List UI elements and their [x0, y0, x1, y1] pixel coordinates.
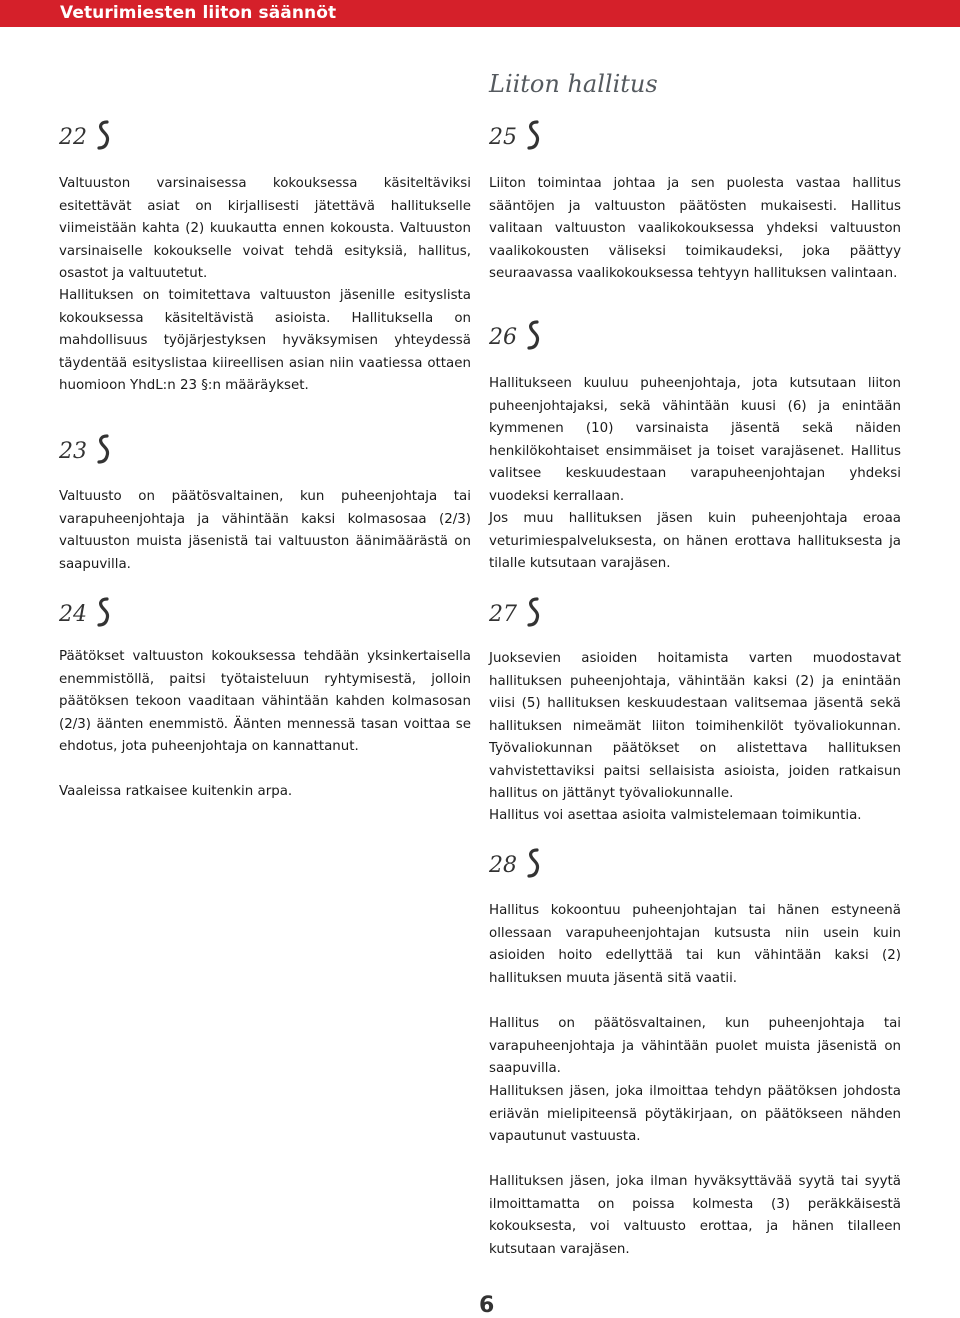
section-22-paragraph-2: Hallituksen on toimitettava valtuuston jäsenille esityslista kokouksessa käsiteltävistä asioista. Hallituksella on mahdollisuus työjärjestyksen hyväksymisen yhteydessä täydentää esityslistaa kiireellisen asian niin vaatiessa ottaen huomioon YhdL:n 23 §:n määräykset.: [59, 288, 471, 393]
section-28-paragraph-3: Hallituksen jäsen, joka ilmoittaa tehdyn päätöksen johdosta eriävän mielipiteensä pöytäkirjaan, on päätökseen nähden vapautunut vastuusta.: [489, 1084, 901, 1144]
section-number: 26: [489, 325, 517, 350]
page-number: 6: [479, 1293, 495, 1318]
section-number: 24: [59, 602, 87, 627]
section-25-paragraph-1: Liiton toimintaa johtaa ja sen puolesta vastaa hallitus sääntöjen ja valtuuston päätösten mukaisesti. Hallitus valitaan valtuuston vaalikokouksessa yhdeksi valtuuston vaalikokousten väliseksi toimikaudeksi, joka päättyy seuraavassa vaalikokouksessa tehtyyn hallituksen valintaan.: [489, 176, 901, 281]
section-26-paragraph-2: Jos muu hallituksen jäsen kuin puheenjohtaja eroaa veturimiespalveluksesta, on hänen erottava hallituksesta ja tilalle kutsutaan varajäsen.: [489, 511, 901, 571]
section-number: 23: [59, 439, 87, 464]
section-sign-icon: [527, 597, 541, 633]
section-title: Liiton hallitus: [489, 70, 658, 98]
section-number: 28: [489, 853, 517, 878]
section-sign-icon: [97, 120, 111, 156]
section-sign-icon: [527, 120, 541, 156]
section-28-paragraph-2: Hallitus on päätösvaltainen, kun puheenjohtaja tai varapuheenjohtaja ja vähintään puolet muista jäsenistä on saapuvilla.: [489, 1016, 901, 1076]
section-24-heading: [59, 597, 111, 627]
section-26-paragraph-1: Hallitukseen kuuluu puheenjohtaja, jota kutsutaan liiton puheenjohtajaksi, sekä vähintään kuusi (6) ja enintään kymmenen (10) varsinaista jäsentä sekä näiden henkilökohtaiset ensimmäiset ja toiset varajäsenet. Hallitus valitsee keskuudestaan varapuheenjohtajan yhdeksi vuodeksi kerrallaan.: [489, 376, 901, 504]
section-24-paragraph-2: Vaaleissa ratkaisee kuitenkin arpa.: [59, 784, 293, 799]
section-23-heading: [59, 434, 111, 464]
section-sign-icon: [97, 434, 111, 470]
section-27-paragraph-2: Hallitus voi asettaa asioita valmistelemaan toimikuntia.: [489, 808, 862, 823]
section-sign-icon: [527, 848, 541, 884]
section-sign-icon: [527, 320, 541, 356]
section-number: 25: [489, 125, 517, 150]
section-22-heading: [59, 120, 111, 150]
section-24-paragraph-1: Päätökset valtuuston kokouksessa tehdään yksinkertaisella enemmistöllä, paitsi työtaisteluun ryhtymisestä, jolloin päätöksen tekoon vaaditaan vähintään kahden kolmasosan (2/3) äänten enemmistö. Äänten mennessä tasan voittaa se ehdotus, jota puheenjohtaja on kannattanut.: [59, 649, 471, 754]
section-26-heading: [489, 320, 541, 350]
section-25-heading: [489, 120, 541, 150]
header-title: Veturimiesten liiton säännöt: [60, 3, 337, 23]
section-27-heading: [489, 597, 541, 627]
section-number: 22: [59, 125, 87, 150]
section-28-paragraph-4: Hallituksen jäsen, joka ilman hyväksyttävää syytä tai syytä ilmoittamatta on poissa kolmesta (3) peräkkäisestä kokouksesta, voi valtuusto erottaa, ja hänen tilalleen kutsutaan varajäsen.: [489, 1174, 901, 1257]
section-27-paragraph-1: Juoksevien asioiden hoitamista varten muodostavat hallituksen puheenjohtaja, vähintään kaksi (2) ja enintään viisi (5) hallituksen keskuudestaan valitsemaa jäsentä sekä hallituksen nimeämät liiton toimihenkilöt työvaliokunnan. Työvaliokunnan päätökset on alistettava hallituksen vahvistettaviksi paitsi sellaisista asioista, joiden ratkaisun hallitus on jättänyt työvaliokunnalle.: [489, 651, 901, 801]
section-sign-icon: [97, 597, 111, 633]
section-28-paragraph-1: Hallitus kokoontuu puheenjohtajan tai hänen estyneenä ollessaan varapuheenjohtajan kutsusta niin usein kuin asioiden hoito edellyttää tai kun vähintään kaksi (2) hallituksen muuta jäsentä sitä vaatii.: [489, 903, 901, 986]
section-22-paragraph-1: Valtuuston varsinaisessa kokouksessa käsiteltäviksi esitettävät asiat on kirjallisesti jätettävä hallitukselle viimeistään kahta (2) kuukautta ennen kokousta. Valtuuston varsinaiselle kokoukselle voivat tehdä esityksiä, hallitus, osastot ja valtuutetut.: [59, 176, 471, 281]
section-23-paragraph-1: Valtuusto on päätösvaltainen, kun puheenjohtaja tai varapuheenjohtaja ja vähintään kaksi kolmasosaa (2/3) valtuuston muista jäsenistä tai valtuuston äänimäärästä on saapuvilla.: [59, 489, 471, 572]
section-28-heading: [489, 848, 541, 878]
section-number: 27: [489, 602, 517, 627]
